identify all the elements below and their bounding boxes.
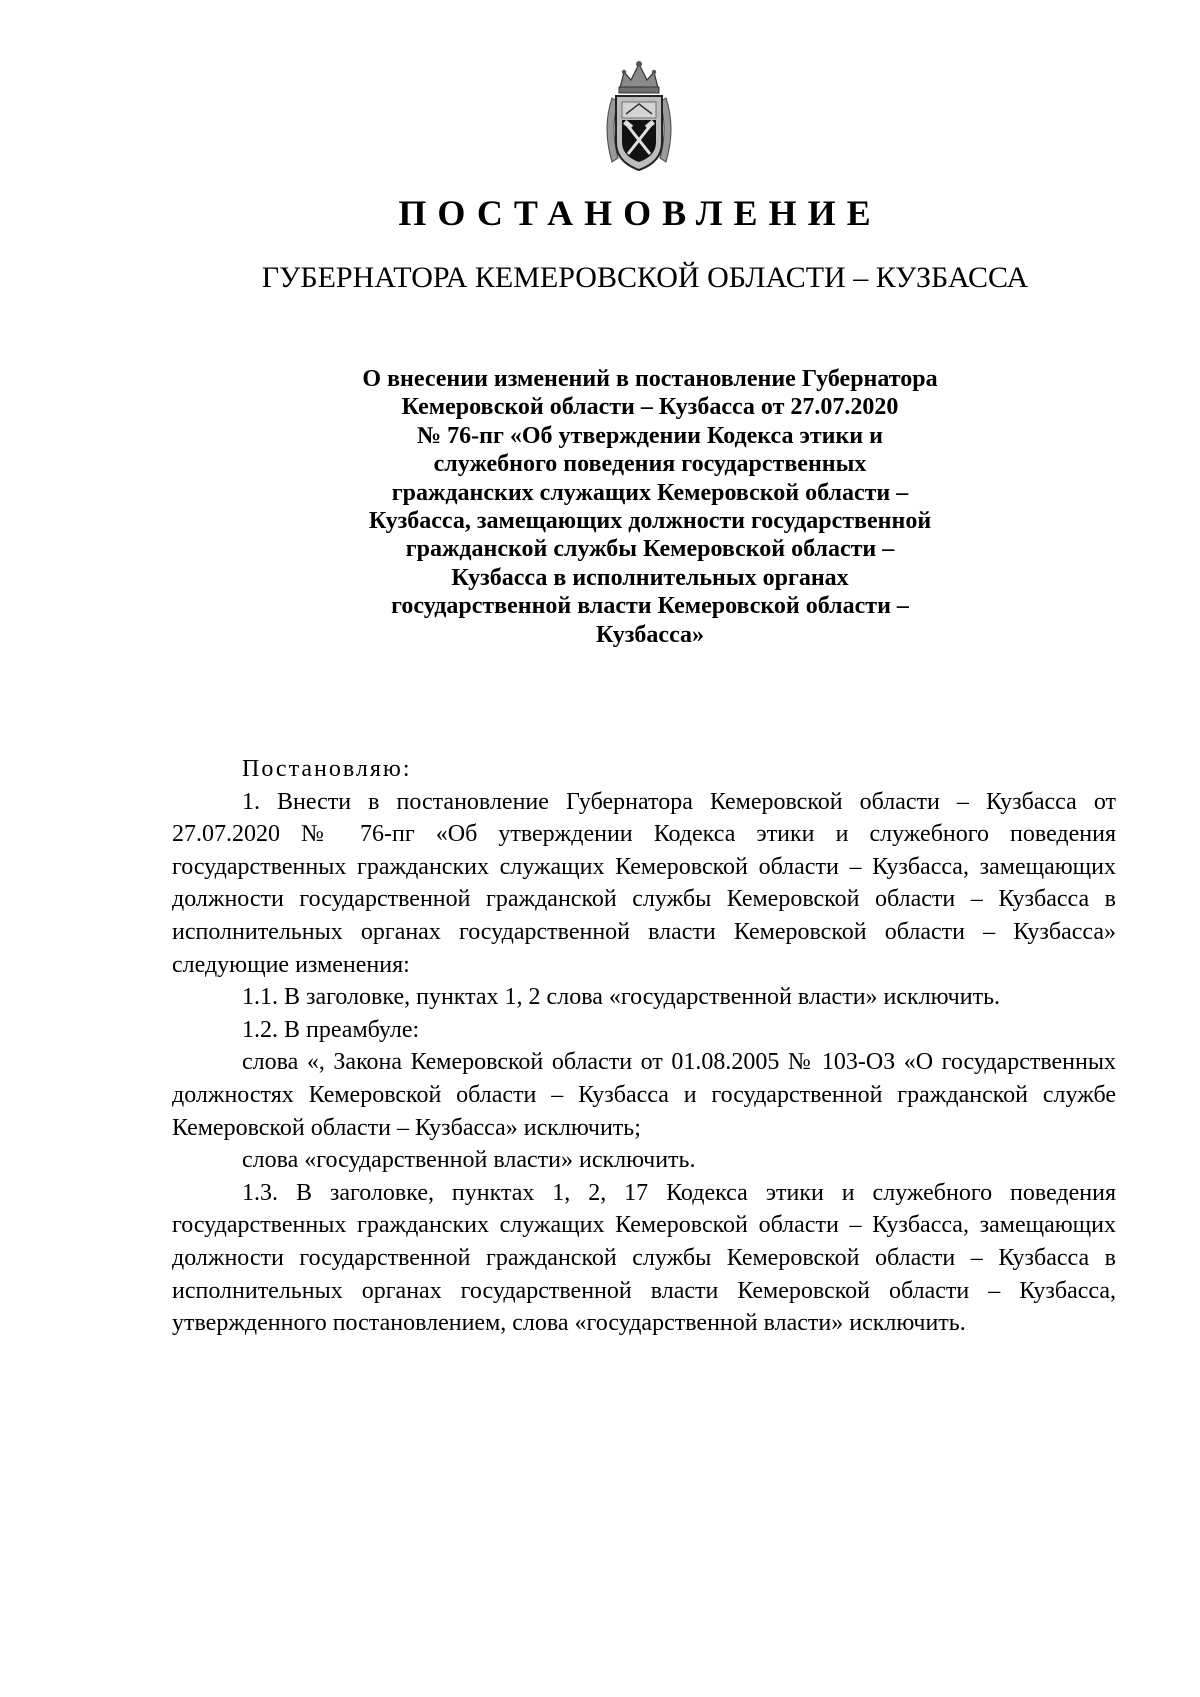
title-line: Кузбасса» bbox=[595, 621, 705, 648]
title-line: служебного поведения государственных bbox=[433, 451, 867, 478]
issuer-heading: ГУБЕРНАТОРА КЕМЕРОВСКОЙ ОБЛАСТИ – КУЗБАССА bbox=[261, 261, 1029, 294]
paragraph-1-2: 1.2. В преамбуле: bbox=[242, 1016, 420, 1043]
decree-word: Постановляю: bbox=[242, 756, 412, 782]
coat-of-arms-icon bbox=[598, 58, 680, 176]
title-line: Кузбасса в исполнительных органах bbox=[451, 564, 849, 591]
title-line: гражданской службы Кемеровской области – bbox=[405, 536, 895, 563]
title-line: О внесении изменений в постановление Губернатора bbox=[362, 366, 938, 392]
title-line: № 76-пг «Об утверждении Кодекса этики и bbox=[417, 422, 883, 449]
document-title bbox=[290, 365, 1010, 649]
paragraph-1-3: 1.3. В заголовке, пунктах 1, 2, 17 Кодекса этики и служебного поведения государственных гражданских служащих Кемеровской области – Кузбасса, замещающих должности государственной гражданской службы Кемеровской области – Кузбасса в исполнительных органах государственной власти Кемеровской области – Кузбасса, утвержденного постановлением, слова «государственной власти» исключить. bbox=[172, 1179, 1116, 1337]
document-type-heading: ПОСТАНОВЛЕНИЕ bbox=[398, 193, 882, 233]
title-line: Кемеровской области – Кузбасса от 27.07.2020 bbox=[401, 394, 899, 421]
document-body bbox=[172, 753, 1116, 1340]
title-line: государственной власти Кемеровской области – bbox=[391, 593, 909, 620]
paragraph-1-1: 1.1. В заголовке, пунктах 1, 2 слова «государственной власти» исключить. bbox=[242, 984, 1001, 1011]
title-line: Кузбасса, замещающих должности государственной bbox=[368, 508, 932, 535]
paragraph-preamble-change-1: слова «, Закона Кемеровской области от 01.08.2005 № 103-ОЗ «О государственных должностях Кемеровской области – Кузбасса и государственной гражданской службе Кемеровской области – Кузбасса» исключить; bbox=[172, 1049, 1116, 1141]
title-line: гражданских служащих Кемеровской области – bbox=[391, 479, 909, 506]
paragraph-1: 1. Внести в постановление Губернатора Кемеровской области – Кузбасса от 27.07.2020 № 76-пг «Об утверждении Кодекса этики и служебного поведения государственных гражданских служащих Кемеровской области – Кузбасса, замещающих должности государственной гражданской службы Кемеровской области – Кузбасса в исполнительных органах государственной власти Кемеровской области – Кузбасса» следующие изменения: bbox=[172, 788, 1116, 978]
paragraph-preamble-change-2: слова «государственной власти» исключить. bbox=[242, 1147, 696, 1174]
